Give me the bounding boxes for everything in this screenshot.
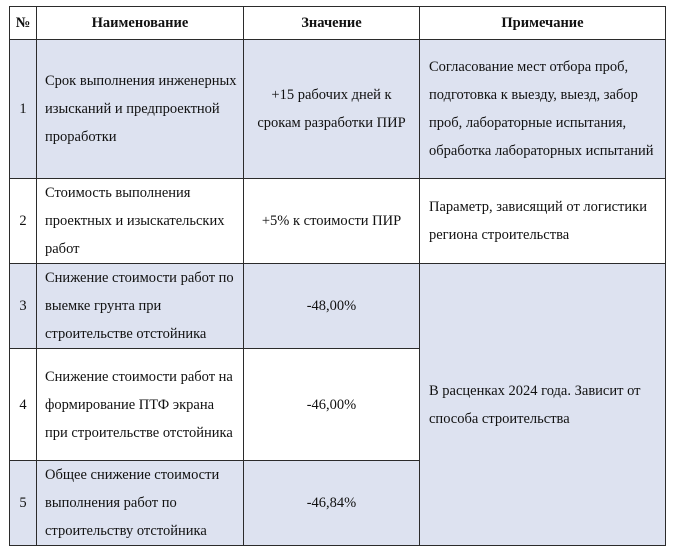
row-num: 4 (10, 349, 37, 461)
row-num: 1 (10, 40, 37, 179)
header-num: № (10, 7, 37, 40)
parameters-table (9, 6, 666, 546)
table-row (10, 179, 666, 264)
merged-note-cell: В расценках 2024 года. Зависит от способа строительства (420, 264, 666, 546)
header-name: Наименование (37, 7, 244, 40)
header-value: Значение (244, 7, 420, 40)
row-num: 5 (10, 461, 37, 546)
row-value: -48,00% (244, 264, 420, 349)
row-value: +5% к стоимости ПИР (244, 179, 420, 264)
header-row (10, 7, 666, 40)
row-name: Снижение стоимости работ на формирование ПТФ экрана при строительстве отстойника (37, 349, 244, 461)
row-note: Параметр, зависящий от логистики региона строительства (420, 179, 666, 264)
row-name: Снижение стоимости работ по выемке грунта при строительстве отстойника (37, 264, 244, 349)
row-name: Стоимость выполнения проектных и изыскательских работ (37, 179, 244, 264)
row-name: Срок выполнения инженерных изысканий и предпроектной проработки (37, 40, 244, 179)
row-value: +15 рабочих дней к срокам разработки ПИР (244, 40, 420, 179)
table-row (10, 264, 666, 349)
header-note: Примечание (420, 7, 666, 40)
row-note: Согласование мест отбора проб, подготовка к выезду, выезд, забор проб, лабораторные испытания, обработка лабораторных испытаний (420, 40, 666, 179)
row-num: 3 (10, 264, 37, 349)
row-num: 2 (10, 179, 37, 264)
row-value: -46,00% (244, 349, 420, 461)
row-value: -46,84% (244, 461, 420, 546)
table-row (10, 40, 666, 179)
row-name: Общее снижение стоимости выполнения работ по строительству отстойника (37, 461, 244, 546)
